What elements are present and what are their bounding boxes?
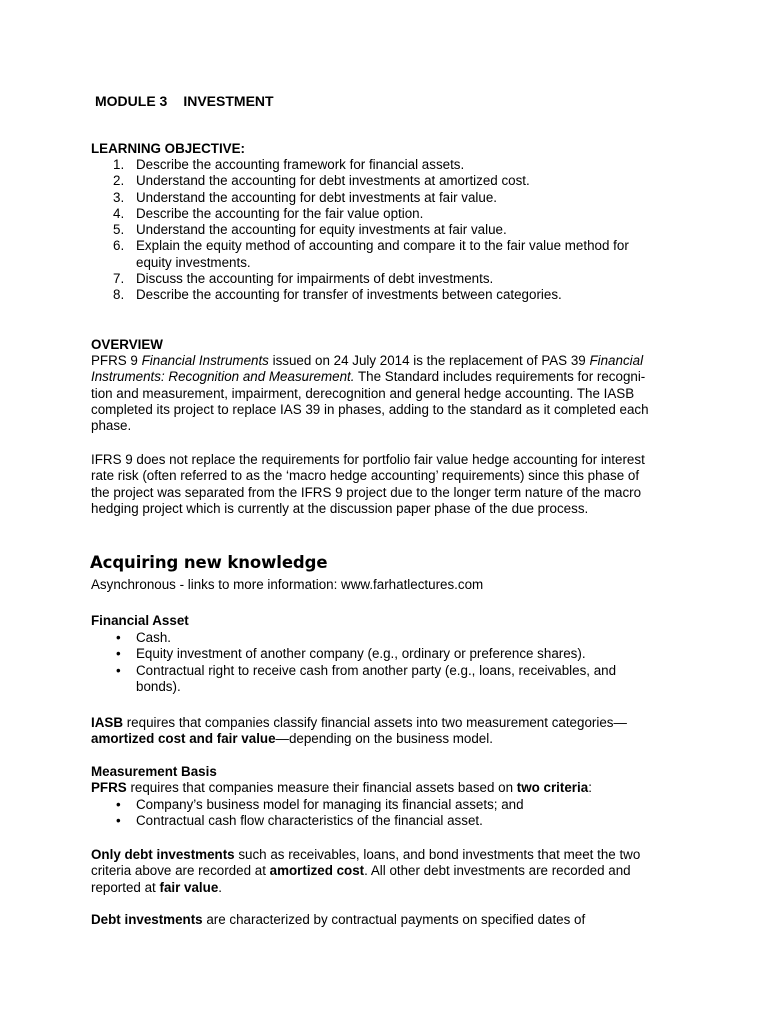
learning-objective-item <box>91 287 629 303</box>
debt-investments-paragraph: Debt investments are characterized by contractual payments on specified dates of <box>91 912 586 927</box>
bullet-text: Contractual cash flow characteristics of the financial asset. <box>136 813 483 829</box>
objective-number: 6. <box>113 238 125 254</box>
bullet-icon: • <box>116 630 121 645</box>
module-number: MODULE 3 <box>95 93 168 109</box>
objective-number: 3. <box>113 189 125 205</box>
asynchronous-links-text: Asynchronous - links to more information: www.farhatlectures.com <box>91 577 484 592</box>
bullet-text: Contractual right to receive cash from another party (e.g., loans, receivables, and <box>136 662 617 678</box>
overview-heading: OVERVIEW <box>91 337 163 352</box>
only-debt-investments-paragraph: Only debt investments such as receivables, loans, and bond investments that meet the two criteria above are recorded at amortized cost. All other debt investments are recorded and reported at fair value. <box>91 847 641 895</box>
bullet-text: bonds). <box>136 678 181 694</box>
objective-number: 7. <box>113 271 125 287</box>
learning-objective-heading: LEARNING OBJECTIVE: <box>91 141 246 156</box>
iasb-paragraph: IASB requires that companies classify financial assets into two measurement categories— amortized cost and fair value—depending on the business model. <box>91 715 627 747</box>
objective-number: 1. <box>113 157 125 172</box>
objective-number: 5. <box>113 222 125 238</box>
bullet-text: Cash. <box>136 630 171 645</box>
module-title <box>95 93 274 109</box>
learning-objective-item <box>91 238 629 271</box>
bullet-text: Equity investment of another company (e.g., ordinary or preference shares). <box>136 646 586 662</box>
overview-paragraph-2: IFRS 9 does not replace the requirements for portfolio fair value hedge accounting for interest rate risk (often referred to as the ‘macro hedge accounting’ requirements) since this phase of the project was separated from the IFRS 9 project due to the longer term nature of the macro hedging project which is currently at the discussion paper phase of the due process. <box>91 452 645 516</box>
bullet-icon: • <box>116 662 121 678</box>
objective-text: Describe the accounting for transfer of investments between categories. <box>136 287 562 303</box>
objective-text: equity investments. <box>136 254 251 270</box>
measurement-basis-heading: Measurement Basis <box>91 764 217 779</box>
acquiring-knowledge-heading: Acquiring new knowledge <box>90 553 328 572</box>
learning-objective-list <box>91 157 629 304</box>
bullet-icon: • <box>116 646 121 662</box>
measurement-basis-text: PFRS requires that companies measure their financial assets based on two criteria: <box>91 780 592 795</box>
learning-objective-item <box>91 190 629 206</box>
financial-asset-list <box>91 630 616 695</box>
bullet-item <box>91 663 616 696</box>
objective-text: Understand the accounting for debt investments at fair value. <box>136 189 498 205</box>
learning-objective-item <box>91 206 629 222</box>
bullet-icon: • <box>116 797 121 812</box>
objective-text: Understand the accounting for debt investments at amortized cost. <box>136 173 530 189</box>
bullet-icon: • <box>116 813 121 829</box>
learning-objective-item <box>91 173 629 189</box>
learning-objective-item <box>91 157 629 173</box>
financial-asset-heading: Financial Asset <box>91 613 189 628</box>
overview-paragraph-1: PFRS 9 Financial Instruments issued on 24 July 2014 is the replacement of PAS 39 Financial Instruments: Recognition and Measurement. The Standard includes requirements for recogni- tion and measurement, impairment, derecognition and general hedge accounting. The IASB completed its project to replace IAS 39 in phases, adding to the standard as it completed each phase. <box>91 353 649 434</box>
bullet-item <box>91 813 524 829</box>
learning-objective-item <box>91 222 629 238</box>
bullet-text: Company’s business model for managing its financial assets; and <box>136 797 524 812</box>
objective-text: Explain the equity method of accounting and compare it to the fair value method for <box>136 238 629 254</box>
objective-number: 8. <box>113 287 125 303</box>
learning-objective-item <box>91 271 629 287</box>
measurement-criteria-list <box>91 797 524 830</box>
objective-number: 2. <box>113 173 125 189</box>
objective-text: Describe the accounting framework for financial assets. <box>136 157 465 172</box>
objective-text: Describe the accounting for the fair value option. <box>136 205 424 221</box>
objective-text: Discuss the accounting for impairments of debt investments. <box>136 271 494 287</box>
bullet-item <box>91 797 524 813</box>
module-name: INVESTMENT <box>183 93 274 109</box>
bullet-item <box>91 630 616 646</box>
objective-number: 4. <box>113 205 125 221</box>
objective-text: Understand the accounting for equity investments at fair value. <box>136 222 507 238</box>
bullet-item <box>91 646 616 662</box>
